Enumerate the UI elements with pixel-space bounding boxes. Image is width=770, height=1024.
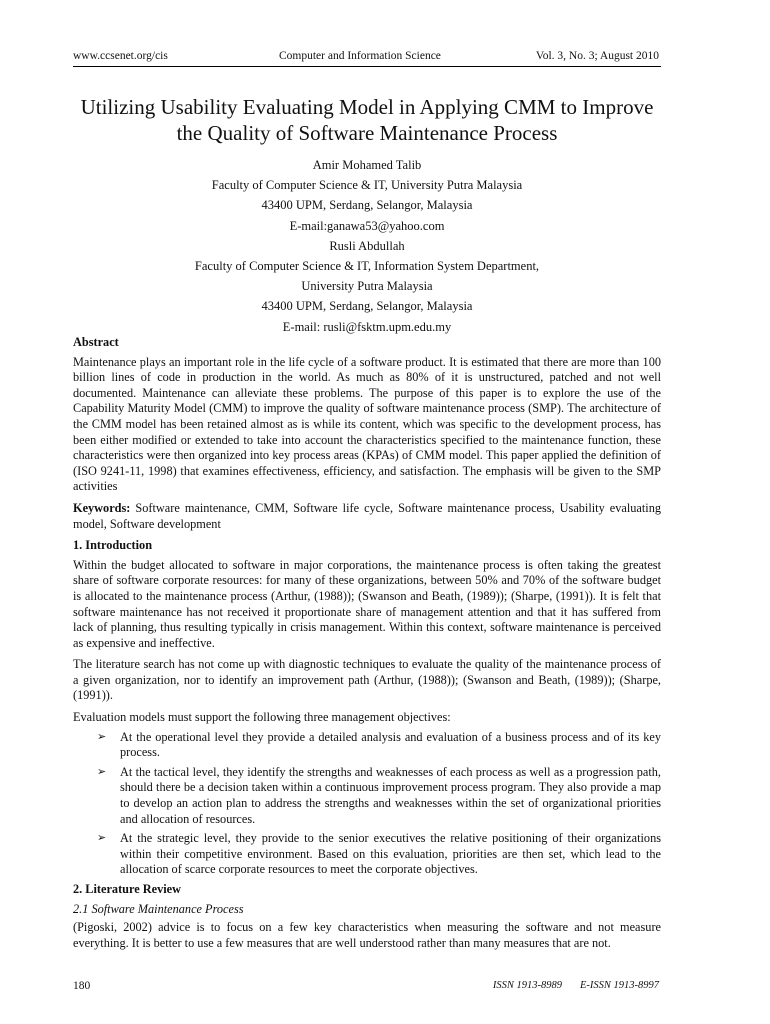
list-item: ➢ At the tactical level, they identify the strengths and weaknesses of each process as well as a progression path, should there be a decision taken within a continuous improvement process program. They also provide a map to develop an action plan to address the strengths and weaknesses within the set of organizational priorities and allocation of resources. xyxy=(97,764,661,826)
paragraph: The literature search has not come up with diagnostic techniques to evaluate the quality of the maintenance process of a given organization, nor to identify an improvement path (Arthur, (1988)); (Swanson and Beath, (1989)); (Sharpe, (1991)). xyxy=(73,657,661,703)
list-item: ➢ At the strategic level, they provide to the senior executives the relative positioning of their organizations within their competitive environment. Based on this evaluation, priorities are then set, which lead to the allocation of scarce corporate resources to meet the corporate objectives. xyxy=(97,831,661,877)
author-affiliation: Faculty of Computer Science & IT, Information System Department, xyxy=(194,259,540,274)
abstract-heading: Abstract xyxy=(73,335,119,349)
issn-info xyxy=(493,980,659,991)
section-heading-literature-review: 2. Literature Review xyxy=(73,882,182,896)
eissn: E-ISSN 1913-8997 xyxy=(579,980,659,991)
author-name: Amir Mohamed Talib xyxy=(312,158,422,172)
paragraph: Evaluation models must support the following three management objectives: xyxy=(73,710,451,725)
section-heading-introduction: 1. Introduction xyxy=(73,538,153,553)
paragraph: (Pigoski, 2002) advice is to focus on a few key characteristics when measuring the software and not measure everything. It is better to use a few measures that are well understood rather than many measures that are not. xyxy=(73,920,661,950)
author-email: E-mail: rusli@fsktm.upm.edu.my xyxy=(282,319,452,334)
header-journal-name: Computer and Information Science xyxy=(279,50,441,62)
author-email: E-mail:ganawa53@yahoo.com xyxy=(289,218,445,233)
subsection-heading: 2.1 Software Maintenance Process xyxy=(73,901,244,916)
header-volume-info: Vol. 3, No. 3; August 2010 xyxy=(535,50,659,62)
author-address: 43400 UPM, Serdang, Selangor, Malaysia xyxy=(261,299,473,314)
author-block xyxy=(73,155,661,337)
arrow-bullet-icon: ➢ xyxy=(97,765,107,778)
arrow-bullet-icon: ➢ xyxy=(97,730,107,743)
abstract-text: Maintenance plays an important role in the life cycle of a software product. It is estimated that there are more than 100 billion lines of code in production in the world. As much as 80% of it is unstructured, patched and not well documented. Maintenance can alleviate these problems. The purpose of this paper is to explore the use of the Capability Maturity Model (CMM) to improve the quality of software maintenance process (SMP). The architecture of the CMM model has been retained almost as is while its content, which was specific to the development process, has been either modified or extended to take into account the characteristics specified to the maintenance function, these characteristics were then organized into key process areas (KPAs) of CMM model. This paper applied the definition of (ISO 9241-11, 1998) that examines effectiveness, efficiency, and satisfaction. The emphasis will be given to the SMP activities xyxy=(73,354,661,494)
author-name: Rusli Abdullah xyxy=(329,238,405,253)
issn: ISSN 1913-8989 xyxy=(492,980,562,991)
keywords xyxy=(73,501,661,532)
title-line-1: Utilizing Usability Evaluating Model in Applying CMM to Improve xyxy=(80,95,654,119)
keywords-text: Software maintenance, CMM, Software life cycle, Software maintenance process, Usability evaluating model, Software development xyxy=(73,500,661,531)
header-journal-url: www.ccsenet.org/cis xyxy=(73,50,168,62)
paragraph: Within the budget allocated to software in major corporations, the maintenance process is often taking the greatest share of software corporate resources: for many of these organizations, between 50% and 70% of the software budget is allocated to the maintenance process (Arthur, (1988)); (Swanson and Beath, (1989)); (Sharpe, (1991)). It is felt that software maintenance has not received it proportionate share of management attention and that it has suffered from lack of planning, thus resulting typically in crisis management. Within this context, software maintenance is perceived as expensive and ineffective. xyxy=(73,557,661,650)
page-number: 180 xyxy=(73,980,91,992)
list-item: ➢ At the operational level they provide a detailed analysis and evaluation of a business process and of its key process. xyxy=(97,729,661,760)
objectives-list xyxy=(73,730,661,878)
title-line-2: the Quality of Software Maintenance Process xyxy=(176,121,558,145)
author-affiliation: Faculty of Computer Science & IT, University Putra Malaysia xyxy=(211,178,523,193)
keywords-label: Keywords: xyxy=(73,500,131,515)
author-address: 43400 UPM, Serdang, Selangor, Malaysia xyxy=(261,198,473,213)
author-affiliation: University Putra Malaysia xyxy=(301,279,433,294)
paper-body xyxy=(73,335,661,955)
running-header xyxy=(73,50,661,67)
paper-title xyxy=(73,94,661,146)
arrow-bullet-icon: ➢ xyxy=(97,832,107,845)
